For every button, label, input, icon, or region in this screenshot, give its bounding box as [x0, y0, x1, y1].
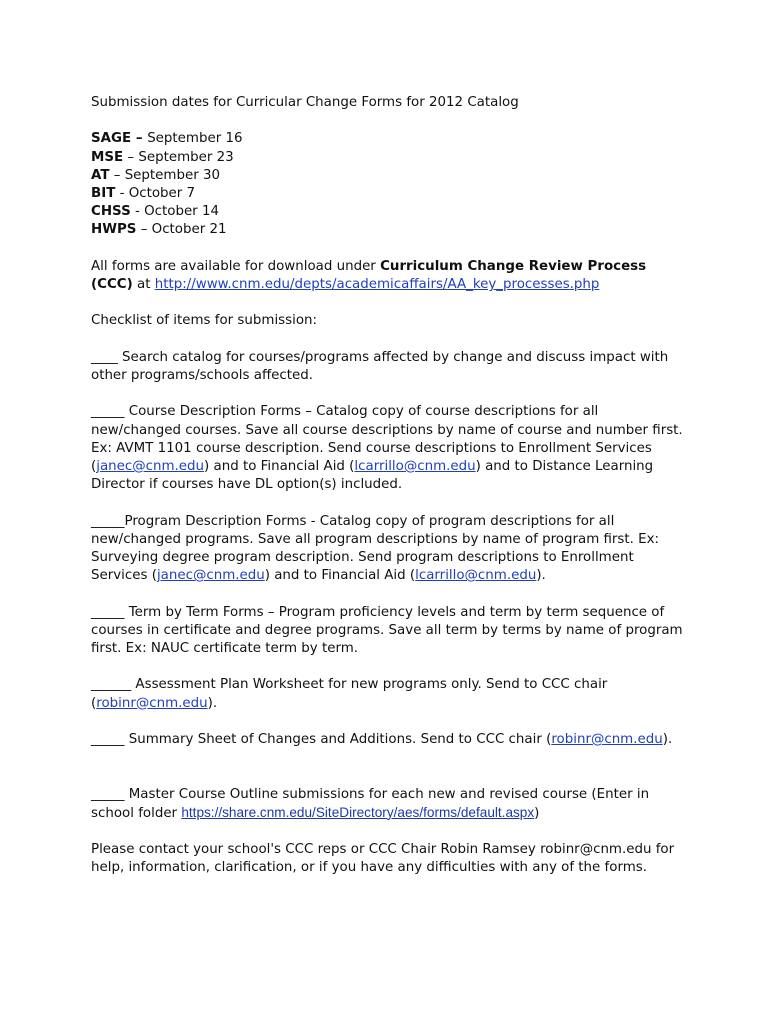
submission-date: September 23	[138, 149, 234, 165]
school-name: BIT	[91, 186, 116, 201]
financial-aid-email-link[interactable]: lcarrillo@cnm.edu	[415, 568, 537, 584]
checklist-item-assessment-plan: ______ Assessment Plan Worksheet for new programs only. Send to CCC chair (robinr@cnm.edu).	[91, 677, 608, 711]
separator: –	[136, 222, 152, 238]
school-name: SAGE	[91, 131, 132, 147]
enrollment-email-link[interactable]: janec@cnm.edu	[156, 568, 265, 584]
forms-availability: All forms are available for download under Curriculum Change Review Process (CCC) at http://www.cnm.edu/depts/academicaffairs/AA_key_processes.php	[91, 258, 647, 292]
financial-aid-email-link[interactable]: lcarrillo@cnm.edu	[354, 458, 476, 474]
submission-date: September 30	[124, 167, 220, 183]
checklist-item-master-course-outline: _____ Master Course Outline submissions for each new and revised course (Enter in school folder https://share.cnm.edu/SiteDirectory/aes/forms/default.aspx)	[91, 786, 650, 821]
document-title: Submission dates for Curricular Change Forms for 2012 Catalog	[91, 95, 519, 110]
date-row-at	[91, 167, 691, 185]
ccc-abbrev: (CCC)	[91, 277, 133, 292]
date-row-sage	[91, 130, 691, 148]
ccc-chair-email-link[interactable]: robinr@cnm.edu	[551, 731, 663, 747]
submission-date: October 14	[144, 204, 219, 220]
sharepoint-forms-link[interactable]: https://share.cnm.edu/SiteDirectory/aes/forms/default.aspx	[181, 804, 535, 820]
separator: -	[115, 186, 129, 201]
date-row-bit	[91, 185, 691, 203]
checklist-item-summary-sheet: _____ Summary Sheet of Changes and Additions. Send to CCC chair (robinr@cnm.edu).	[91, 731, 673, 747]
enrollment-email-link[interactable]: janec@cnm.edu	[96, 458, 205, 474]
contact-note: Please contact your school's CCC reps or CCC Chair Robin Ramsey robinr@cnm.edu for help, information, clarification, or if you have any difficulties with any of the forms.	[91, 842, 675, 876]
submission-dates-list	[91, 130, 691, 239]
school-name: HWPS	[91, 222, 137, 238]
date-row-chss	[91, 203, 691, 221]
date-row-hwps	[91, 221, 691, 239]
separator: -	[130, 204, 145, 220]
ccc-chair-email-link[interactable]: robinr@cnm.edu	[96, 695, 208, 711]
checklist-item-program-description: _____Program Description Forms - Catalog copy of program descriptions for all new/changed programs. Save all program descriptions by name of program first. Ex: Surveying degree program description. Send program descriptions to Enrollment Services (janec@cnm.edu) and to Financial Aid (lcarrillo@cnm.edu).	[91, 513, 660, 584]
document-body	[91, 94, 691, 878]
submission-date: October 21	[151, 222, 227, 238]
checklist-item-term-by-term: _____ Term by Term Forms – Program proficiency levels and term by term sequence of courses in certificate and degree programs. Save all term by terms by name of program first. Ex: NAUC certificate term by term.	[91, 604, 683, 656]
school-name: AT	[91, 167, 110, 183]
date-row-mse	[91, 149, 691, 167]
submission-date: October 7	[128, 186, 196, 201]
school-name: MSE	[91, 149, 124, 165]
submission-date: September 16	[147, 131, 243, 147]
checklist-item-search-catalog: ____ Search catalog for courses/programs affected by change and discuss impact with other programs/schools affected.	[91, 349, 669, 383]
separator: –	[123, 149, 139, 165]
key-processes-link[interactable]: http://www.cnm.edu/depts/academicaffairs/AA_key_processes.php	[154, 277, 600, 292]
separator: –	[109, 167, 125, 183]
checklist-heading: Checklist of items for submission:	[91, 313, 318, 329]
process-name: Curriculum Change Review Process	[380, 258, 647, 274]
checklist-item-course-description: _____ Course Description Forms – Catalog copy of course descriptions for all new/changed courses. Save all course descriptions by name of course and number first. Ex: AVMT 1101 course description. Send course descriptions to Enrollment Services (janec@cnm.edu) and to Financial Aid (lcarrillo@cnm.edu) and to Distance Learning Director if courses have DL option(s) included.	[91, 404, 683, 493]
school-name: CHSS	[91, 204, 131, 220]
separator: –	[131, 131, 148, 147]
